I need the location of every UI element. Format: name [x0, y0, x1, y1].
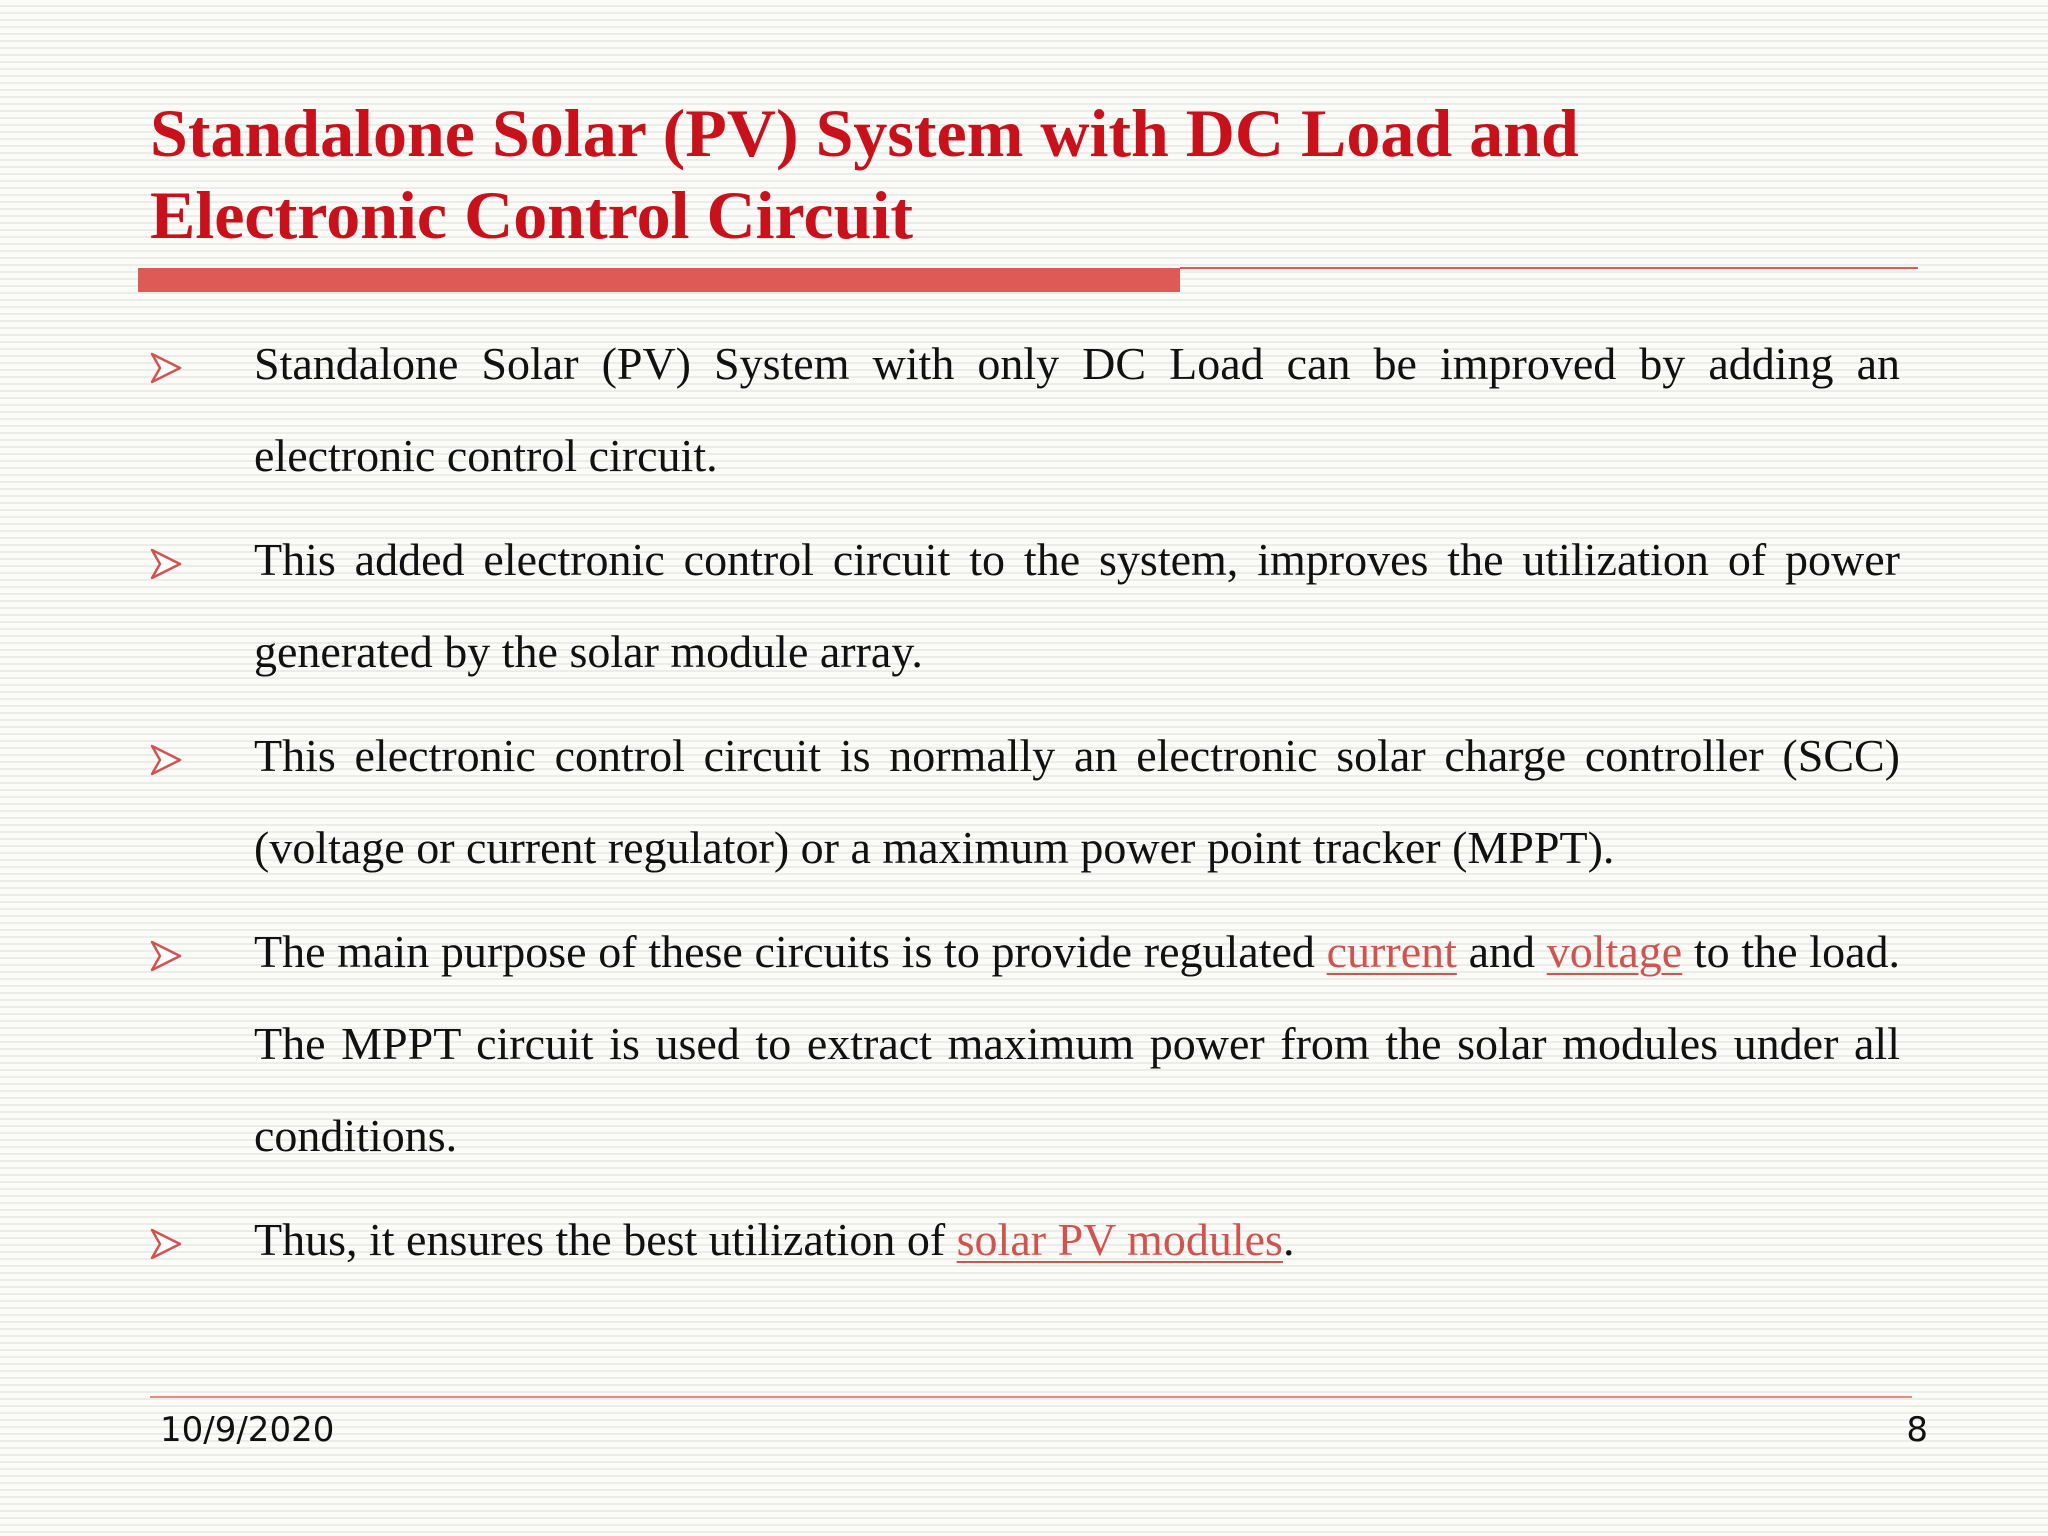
- bullet-item: [150, 1194, 1900, 1286]
- title-underline-line: [1180, 267, 1918, 269]
- arrow-bullet-icon: [150, 744, 182, 776]
- bullet-item: [150, 906, 1900, 1182]
- arrow-bullet-icon: [150, 352, 182, 384]
- bullet-text-segment: to the load. The MPPT circuit is used to extract maximum power from the solar modules under all conditions.: [254, 926, 1900, 1161]
- bullet-text-segment: Thus, it ensures the best utilization of: [254, 1214, 957, 1265]
- bullet-item: [150, 318, 1900, 502]
- slide-title: [150, 92, 1850, 256]
- voltage-link[interactable]: voltage: [1546, 926, 1683, 977]
- current-link[interactable]: current: [1326, 926, 1457, 977]
- bullet-text-segment: and: [1456, 926, 1547, 977]
- bullet-text: This added electronic control circuit to the system, improves the utilization of power generated by the solar module array.: [254, 534, 1900, 677]
- bullet-list: [150, 318, 1900, 1298]
- arrow-bullet-icon: [150, 548, 182, 580]
- slide-title-line-1: Standalone Solar (PV) System with DC Load and: [150, 95, 1579, 171]
- bullet-text-segment: .: [1282, 1214, 1295, 1265]
- bullet-item: [150, 710, 1900, 894]
- page-number: 8: [1906, 1410, 1928, 1450]
- footer-divider: [150, 1396, 1912, 1398]
- bullet-text: Standalone Solar (PV) System with only DC Load can be improved by adding an electronic control circuit.: [254, 338, 1900, 481]
- bullet-item: [150, 514, 1900, 698]
- slide-title-line-2: Electronic Control Circuit: [150, 177, 914, 253]
- solar-pv-modules-link[interactable]: solar PV modules: [956, 1214, 1283, 1265]
- arrow-bullet-icon: [150, 1228, 182, 1260]
- arrow-bullet-icon: [150, 940, 182, 972]
- footer-date: 10/9/2020: [160, 1410, 335, 1450]
- title-underline-bar: [138, 268, 1180, 292]
- bullet-text-segment: The main purpose of these circuits is to provide regulated: [254, 926, 1327, 977]
- bullet-text: This electronic control circuit is normally an electronic solar charge controller (SCC) (voltage or current regulator) or a maximum power point tracker (MPPT).: [254, 730, 1900, 873]
